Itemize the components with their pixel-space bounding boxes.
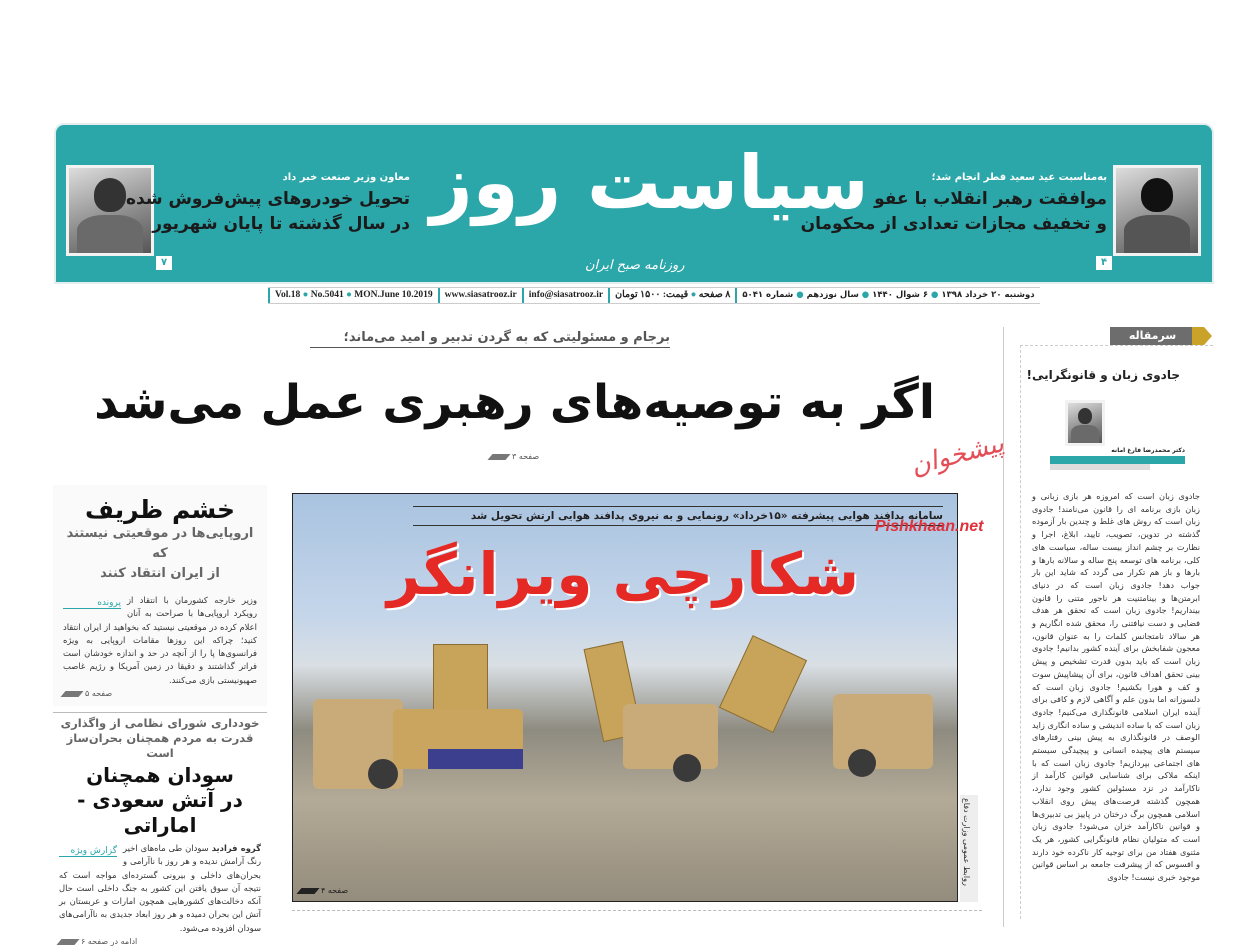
credit-text: روابط عمومی وزارت دفاع <box>962 798 971 886</box>
launcher-shape <box>719 635 807 733</box>
story-kicker: خودداری شورای نظامی از واگذاری قدرت به مردم همچنان بحران‌ساز است <box>60 716 260 760</box>
page-ref[interactable] <box>63 689 257 698</box>
wheel-shape <box>673 754 701 782</box>
author: گروه فرادید <box>211 843 261 853</box>
body-text: سودان طی ماه‌های اخیر رنگ آرامش ندیده و هر روز با ناآرامی و بحران‌های داخلی و بیرونی گسترده‌ای مواجه است که نتیجه آن سوق یافتن این کشور به جنگ داخلی است حال آنکه دخالت‌های کشورهایی همچون امارات و عربستان بر آتش این بحران دمیده و هر روز ابعاد جدیدی به ناآرامی‌های سودان افزوده می‌شود. <box>59 843 261 933</box>
issue-info-bar <box>268 287 1040 304</box>
divider <box>292 910 982 911</box>
editorial-author: دکتر محمدرضا فارغ امانه <box>1111 447 1185 454</box>
air-defense-photo[interactable] <box>292 493 958 902</box>
story-title: در آتش سعودی - اماراتی <box>77 788 243 837</box>
page-ref[interactable] <box>59 937 261 946</box>
right-story-page: ۴ <box>1096 256 1112 270</box>
headline-line-2: در سال گذشته تا پایان شهریور <box>152 214 410 234</box>
banner-shape <box>428 749 523 769</box>
page-arrow-icon <box>60 691 83 697</box>
headline-line-1: موافقت رهبر انقلاب با عفو <box>874 189 1107 209</box>
lead-headline[interactable]: اگر به توصیه‌های رهبری عمل می‌شد <box>94 375 935 430</box>
page-arrow-icon <box>487 454 510 460</box>
left-story-page: ۷ <box>156 256 172 270</box>
email-link[interactable]: info@siasatrooz.ir <box>522 288 608 303</box>
story-title: سودان همچنان <box>86 763 234 787</box>
right-story-kicker: به‌مناسبت عید سعید فطر انجام شد؛ <box>931 172 1107 183</box>
story-body: وزیر خارجه کشورمان با انتقاد از رویکرد اروپایی‌ها با صراحت به آنان اعلام کرده در موقعیتی نیستید که بخواهید از ایران انتقاد کنید؛ چراکه این روزها مقامات اروپایی به ویژه فرانسوی‌ها پا را از آنچه در حد و اندازه خودشان است فراتر گذاشتند و دقیقا در زمین آمریکا و رژیم غاصب صهیونیستی بازی می‌کنند. <box>63 595 257 685</box>
page-label: صفحه ۳ <box>512 452 540 461</box>
photo-subtitle: سامانه پدافند هوایی پیشرفته «۱۵خرداد» رونمایی و به نیروی پدافند هوایی ارتش تحویل شد <box>413 506 943 526</box>
logo-subtitle: روزنامه صبح ایران <box>585 258 685 273</box>
left-story-headline[interactable] <box>125 187 410 237</box>
editorial-body: جادوی زبان است که امروزه هر بازی زبانی و زبان بازی برنامه ای را قانون می‌نامند! جادوی زبان است که روش های غلط و چندین بار آزموده گذشته در تدوین، تصویب، تایید، ابلاغ، اجرا و نظارت بر چشم انداز بیست ساله، سیاست های کلی، برنامه های توسعه پنج ساله و سالانه بارها و بارها و باز هم تکرار می گردد که شاید این بار جواب دهد! جادوی زبان است که در دنیای ابرمتن‌ها و بینامتنیت هر ناجور متنی را قانون بینداریم! جادوی زبان است که تحقق هر هدف فضایی و دست نیافتنی را، محقق شده انگاریم و هر سالاد نامتجانس کلمات را به عنوان قانون، معجون شفابخش برای آینده کشور بدانیم! جادوی زبان است که باید بدون قدرت تشخیص و پیش بینی تحقق اهداف قانون، برای آن پیشاپیش سوت و کف و هورا بکشیم! جادوی زبان است که دلسوزانه اما بدون علم و آگاهی لازم و کافی برای آینده ایران اسلامی قانونگذاری می‌کنیم! جادوی زبان است که با ساده اندیشی و ساده انگاری زاید الوصف در قانونگذاری به پیش بینی رفتارهای سیستم های پیچیده انسانی و پیچیدگی سیستم های اجتماعی بپردازیم! جادوی زبان است که با اینکه ملاکی برای شناسایی قوانین کارآمد از ناکارآمد در نزد مسئولین کشور وجود ندارد، همچون گذشته فرصت‌های پیش روی انقلاب اسلامی همچون برگ درختان در پاییز بی تدبیری‌ها و قوانین ناکارآمد خزان می‌شود! جادوی زبان است که متولیان نظام قانونگرایی کشور، هر یک مثنوی هفتاد من برای توجیه کار ناکرده خود دارند و افسوس که از پیشرفت جامعه بر اساس قوانین موجود خبری نیست! جادوی <box>1032 491 1200 883</box>
launcher-shape <box>433 644 488 719</box>
page-arrow-icon <box>296 888 319 894</box>
website-link[interactable]: www.siasatrooz.ir <box>438 288 522 303</box>
page-label: ادامه در صفحه ۶ <box>81 937 138 946</box>
date-issue: دوشنبه ۲۰ خرداد ۱۳۹۸ ● ۶ شوال ۱۴۴۰ ● سال نوزدهم ● شماره ۵۰۴۱ <box>735 288 1039 303</box>
headline-line-2: و تخفیف مجازات تعدادی از محکومان <box>800 214 1107 234</box>
author-bar <box>1050 456 1185 464</box>
lead-page-ref[interactable] <box>490 452 539 461</box>
newspaper-logo: سیاست روز <box>430 140 869 226</box>
editorial-title[interactable]: جادوی زبان و قانونگرایی! <box>1026 368 1180 382</box>
vehicle-shape <box>623 704 718 769</box>
sudan-story[interactable] <box>53 716 267 946</box>
leader-photo <box>1113 165 1201 256</box>
photo-title[interactable]: شکارچی ویرانگر <box>387 540 859 608</box>
author-photo <box>1065 400 1105 446</box>
section-tag: پرونده <box>63 598 121 609</box>
headline-line-1: تحویل خودروهای پیش‌فروش شده <box>125 189 410 209</box>
photo-credit <box>960 795 978 902</box>
zarif-story[interactable] <box>53 485 267 706</box>
page-ref[interactable] <box>299 886 348 895</box>
editorial-section-tab[interactable]: سرمقاله <box>1110 327 1195 345</box>
section-tag: گزارش ویژه <box>59 846 117 857</box>
watermark-text: Pishkhaan.net <box>875 518 984 535</box>
watermark-logo: پیشخوان <box>907 428 1008 482</box>
page-label: صفحه ۵ <box>85 689 113 699</box>
story-subtitle: از ایران انتقاد کنند <box>100 566 220 581</box>
pishkhaan-watermark <box>875 428 1025 540</box>
page-label: صفحه ۴ <box>321 886 349 895</box>
left-story-kicker: معاون وزیر صنعت خبر داد <box>282 172 410 183</box>
wheel-shape <box>368 759 398 789</box>
author-bar-shadow <box>1050 464 1150 470</box>
story-title: خشم ظریف <box>84 495 236 524</box>
lead-kicker: برجام و مسئولیتی که به گردن تدبیر و امید می‌ماند؛ <box>310 330 670 348</box>
wheel-shape <box>848 749 876 777</box>
price-pages: ۸ صفحه ● قیمت: ۱۵۰۰ تومان <box>608 288 735 303</box>
page-arrow-icon <box>56 939 79 945</box>
divider <box>53 712 267 713</box>
story-subtitle: اروپایی‌ها در موقعیتی نیستند که <box>66 526 254 561</box>
volume: Vol.18 ● No.5041 ● MON.June 10.2019 <box>268 288 438 303</box>
right-story-headline[interactable] <box>800 187 1107 237</box>
